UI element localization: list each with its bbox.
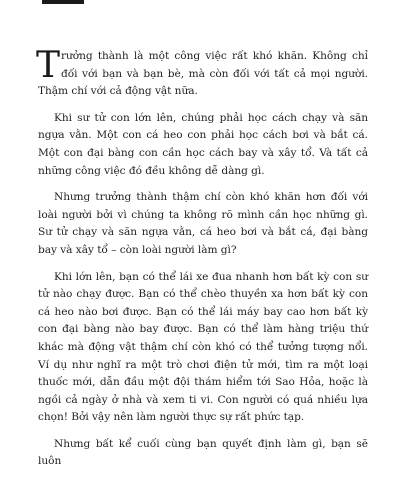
paragraph-3: Nhưng trưởng thành thậm chí còn khó khăn hơn đối với loài người bởi vì chúng ta không rõ mình cần học những gì. Sư tử chạy và săn ngựa vằn, cá heo bơi và bắt cá, đại bàng bay và xây tổ – còn loài người làm gì?	[38, 191, 368, 256]
paragraph-4: Khi lớn lên, bạn có thể lái xe đua nhanh hơn bất kỳ con sư tử nào chạy được. Bạn có thể chèo thuyền xa hơn bất kỳ con cá heo nào bơi được. Bạn có thể lái máy bay cao hơn bất kỳ con đại bàng nào bay được. Bạn có thể làm hàng triệu thứ khác mà động vật thậm chí còn khó có thể tưởng tượng nổi. Ví dụ như nghĩ ra một trò chơi điện tử mới, tìm ra một loại thuốc mới, dẫn đầu một đội thám hiểm tới Sao Hỏa, hoặc là ngồi cả ngày ở nhà và xem ti vi. Con người có quá nhiều lựa chọn! Bởi vậy nên làm người thực sự rất phức tạp.	[38, 270, 368, 424]
paragraph-1-text: rưởng thành là một công việc rất khó khăn. Không chỉ đối với bạn và bạn bè, mà còn đối với tất cả mọi người. Thậm chí với cả động vật nữa.	[38, 50, 368, 98]
drop-cap: T	[36, 45, 60, 86]
paragraph-1	[36, 45, 368, 101]
paragraph-5: Nhưng bất kể cuối cùng bạn quyết định làm gì, bạn sẽ luôn	[38, 437, 368, 468]
document-body	[36, 45, 368, 480]
paragraph-2: Khi sư tử con lớn lên, chúng phải học cách chạy và săn ngựa vằn. Một con cá heo con phải học cách bơi và bắt cá. Một con đại bàng con cần học cách bay và xây tổ. Và tất cả những công việc đó đều không dễ dàng gì.	[38, 111, 368, 177]
header-rule	[42, 0, 84, 4]
